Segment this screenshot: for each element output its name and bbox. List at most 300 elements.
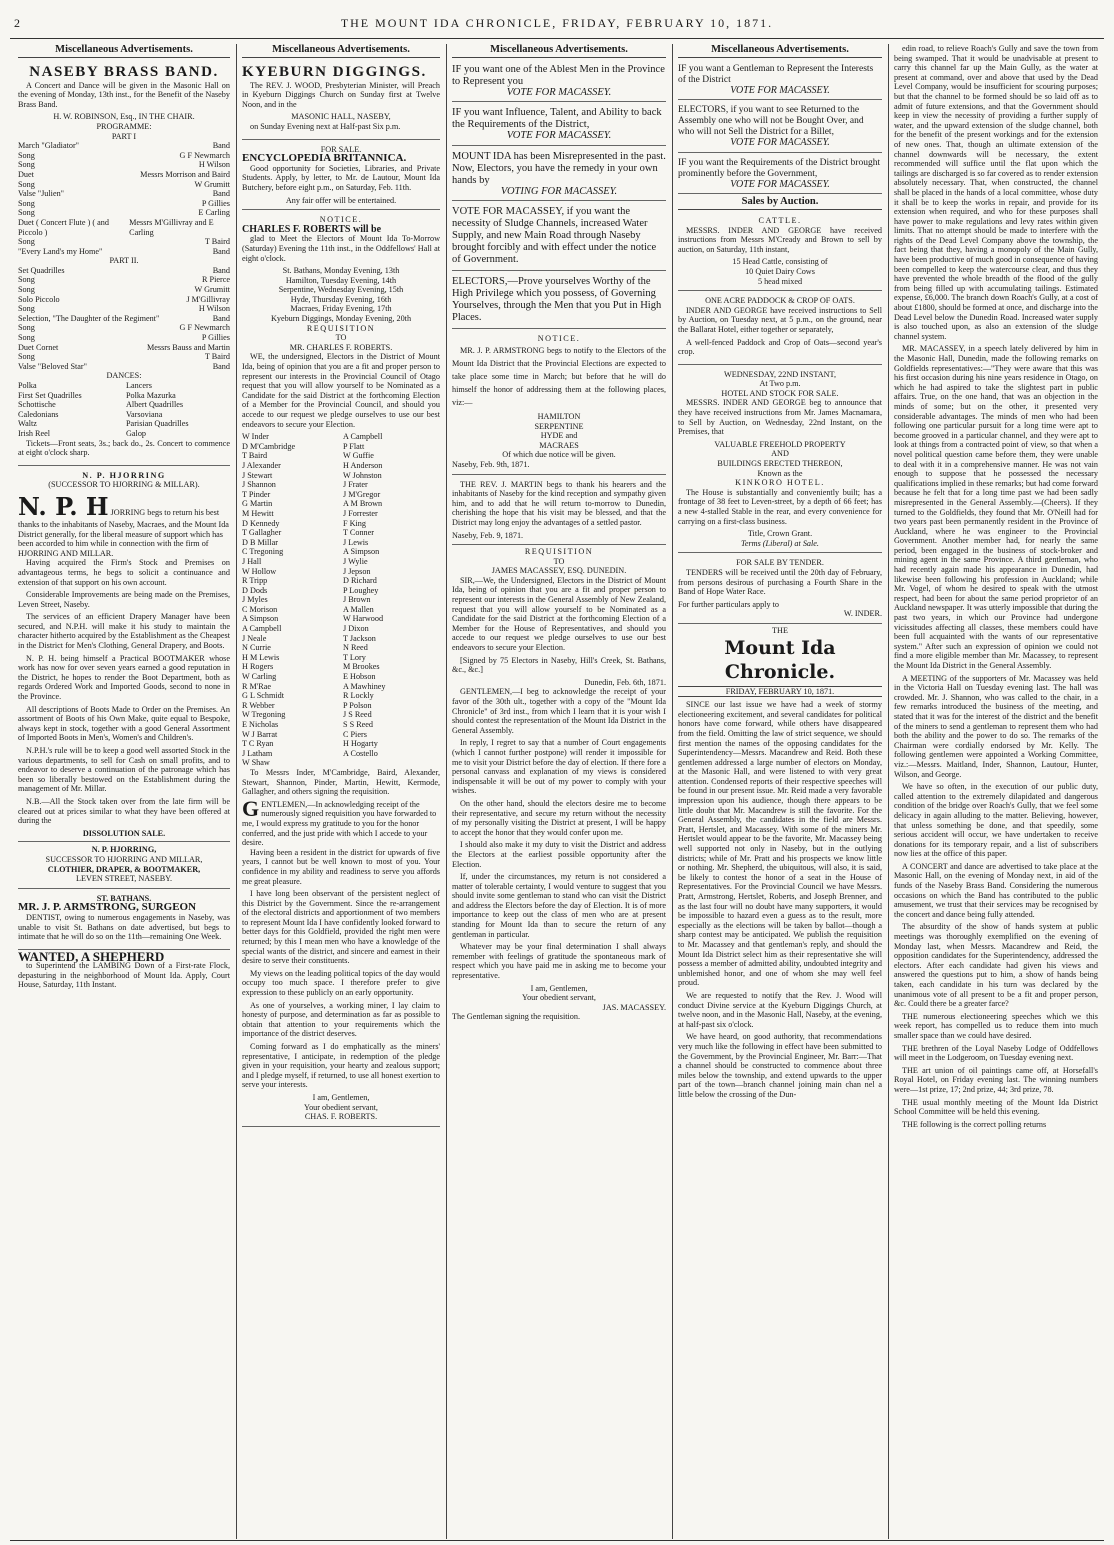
shepherd-ad [18,948,230,990]
ad-heading: NOTICE. [319,215,363,225]
signatory-name: C Piers [343,729,367,739]
macassey-ad-2 [452,104,666,146]
ad-date: Naseby, Feb. 9th, 1871. [452,459,530,469]
part-heading: PART I [111,131,137,141]
editorial-paragraph: SINCE our last issue we have had a week of stormy electioneering excitement, and several candidates for political honors have come forward, while others have disappeared from the field. Omitting the law of strict sequence, we should first mention the names of the opposing candidates for the Superintendency—Messrs. Macandrew and Reid. Both these gentlemen addressed a large number of electors on Monday, at the Masonic Hall, and were listened to with very great attention. Condensed reports of their respective speeches will be found in our present issue. Mr. Reid made a very favorable impression upon his audience, though there appears to be little doubt that Mr. Macandrew is still the favorite. For the General Assembly, the candidates in the field are Messrs. Pratt, Hertslet, and Macassey. With some of the miners Mr. Hertslet would appear to be the favorite, Mr. Macassey being well supported not only in Naseby, but in the outlying districts; while of Mr. Pratt and his prospects we know little or nothing. Mr. Shepherd, the ubiquitous, will also, it is said, be likely to contest the honor of a seat in the House of Representatives. For the Provincial Council we have Messrs. Pratt, Armstrong, Hertslet, Roberts, and Joseph Brenner, and as the last four will no doubt have many supporters, it would be impossible to hazard even a guess as to the result, more especially as the elections will be taken by ballot—though a sharp contest may be anticipated. We publish the requisition to Mr. Macassey and that gentleman's reply, and should the Mount Ida District select him as their representative she will possess a member of admitted ability, undoubted integrity and unblemished honor, and one of whom she may well feel proud. [678,700,882,988]
programme-performer: Band [212,361,230,371]
signatory-name: C Tregoning [242,547,284,557]
signatory-name: T Baird [242,451,268,461]
ad-title: WANTED, A SHEPHERD [18,948,165,964]
editorial-paragraphs [678,700,882,1099]
terms-line: Terms (Liberal) at Sale. [741,538,819,548]
cattle-item: 5 head mixed [757,276,803,286]
roberts-ad [242,212,440,1127]
signatory-name: D Dods [242,585,268,595]
programme-part-1 [18,141,230,256]
programme-item: Song [18,179,35,189]
place-item: HYDE and [540,431,578,441]
reply-paragraph: Coming forward as I do emphatically as the miners' representative, I anticipate, in redemption of the pledge given in your requisition, your hearty and zealous support; and I pledge myself, if returned, to use all honest exertion to serve your interests. [242,1042,440,1090]
title-line: Title, Crown Grant. [747,529,813,539]
to-line: TO [553,556,565,566]
ad-slogan: VOTE FOR MACASSEY. [730,178,830,190]
programme-part-2 [18,266,230,372]
editorial-paragraph: THE brethren of the Loyal Naseby Lodge of Oddfellows will meet in the Lodgeroom, on Tuesday evening next. [894,1043,1098,1063]
paddock-ad [678,293,882,365]
ad-heading: CATTLE. [758,215,802,225]
signatory-name: A Mawhiney [343,681,386,691]
ad-text: The House is substantially and conveniently built; has a frontage of 38 feet to Leven-street, by a depth of 66 feet; has a new 4-stalled Stable in the rear, and every convenience for carrying on a first-class business. [678,487,882,526]
footer-address: LEVEN STREET, NASEBY. [75,874,173,884]
column-divider [672,44,673,1539]
footer-trade: CLOTHIER, DRAPER, & BOOTMAKER, [47,864,201,874]
drop-cap: G [242,795,260,821]
editorial-paragraph: A MEETING of the supporters of Mr. Macassey was held in the Victoria Hall on Tuesday evening last. The hall was crowded. Mr. J. Shannon, who was called to the chair, in a few remarks introduced the business of the meeting, and stated that it was for the interest of the district and the benefit of the miners to send a gentleman to represent them who had both the ability and the power to do so. The remarks of the Chairman were cordially endorsed by Mr. Kelly. The following gentlemen were appointed a Working Committee, viz.:—Messrs. Maitland, Inder, Shannon, Lautour, Hunter, Wilson, and George. [894,673,1098,779]
page-number: 2 [14,16,22,30]
signatory-name: A M Brown [343,499,383,509]
ad-text: INDER AND GEORGE have received instructions to Sell by Auction, on Tuesday next, at 5 p.m., on the ground, near the Ballarat Hotel, either together or separately, [678,305,882,334]
ad-slogan: VOTING FOR MACASSEY. [500,185,618,197]
chair-line: H. W. ROBINSON, Esq., IN THE CHAIR. [53,112,195,122]
ad-text: THE REV. J. MARTIN begs to thank his hearers and the inhabitants of Naseby for the kind reception and sympathy given him, and to add that he will return to-morrow to Dunedin, cherishing the hope that his visit may be blessed, and that the District may long enjoy the advantages of a settled pastor. [452,479,666,527]
sign-off: Your obedient servant, [304,1102,378,1112]
editorial-paragraph: A CONCERT and dance are advertised to take place at the Masonic Hall, on the evening of Monday next, in aid of the funds of the Naseby Brass Band. Considering the numerous occasions on which the Band has contributed to the public amusement, we trust that their services may be recognised by the concert and dance being fully attended. [894,861,1098,919]
programme-item: Song [18,160,35,170]
programme-item: March "Gladiator" [18,141,80,151]
macassey-ad-1 [452,61,666,103]
editorial-paragraph: MR. MACASSEY, in a speech lately delivered by him in the Masonic Hall, Dunedin, made the following remarks on Goldfields representatives:—"They were aware that this was his first occasion during his nine years residence in Otago, on which he had aspired to take the slightest part in public affairs. True, on the one hand, that was an objection in the minds of some; but on the other, it presented very considerable advantages. The minds of men who had been following one particular pursuit for a long time were apt to become grooved in a particular channel, and they were apt to look at things from a contracted point of view, so that when a novel political question came before them, they were unable to deal with it in a comprehensive manner. He was not vain enough to suppose that he possessed the necessary qualifications implied in these remarks; but had come forward because he felt that for a long time past we had been sadly misrepresented in the General Assembly.—(Cheers). If they turned to the Goldfields, they found that Mr. O'Neill had for two years past been permanently resident in the Province of Auckland, where he was engineer to the Provincial Government. Another member had, for nearly the same period, been engaged in the business of stock-broker and mining agent in the same Province. A third gentleman, who had recently again made his appearance in Dunedin, had likewise been following his profession in Auckland; while Mr. Vogel, of whom he desired to speak with the utmost respect, had been for about the same period proprietor of an Auckland newspaper. It was utterly impossible that during the past two years, in which our Province had undergone vicissitudes affecting all classes, these members could have been full acquainted with the wants of our representative system." After such an expression of opinion we could not find a more eligible member than Mr. Macassey, to represent the Mount Ida District in the General Assembly. [894,344,1098,670]
requisition-text: SIR,—We, the Undersigned, Electors in the District of Mount Ida, being of opinion that you are a fit and proper person to represent our interests in the General Assembly of New Zealand, request that you will allow yourself to be Nominated as a Candidate for the said District at the forthcoming Election of a Member for the House of Representatives, and should you accede to our request we pledge ourselves to use our best endeavors to secure your Election. [452,575,666,653]
programme-item: Duet [18,169,34,179]
newspaper-title: THE MOUNT IDA CHRONICLE, FRIDAY, FEBRUARY 10, 1871. [340,16,774,30]
signatory-name: J Stewart [242,470,273,480]
issue-date: FRIDAY, FEBRUARY 10, 1871. [678,686,882,698]
ad-title: ENCYCLOPEDIA BRITANNICA. [242,152,407,165]
signed-note: [Signed by 75 Electors in Naseby, Hill's Creek, St. Bathans, &c., &c.] [452,655,666,675]
signatory-name: E Nicholas [242,720,279,729]
editorial-continued [894,44,1098,1129]
signature: CHAS. F. ROBERTS. [304,1112,378,1122]
dances-heading: DANCES: [106,371,142,381]
programme-item: Selection, "The Daughter of the Regiment" [18,313,160,323]
ad-text: IF you want Influence, Talent, and Ability to back the Requirements of the District, [452,107,662,131]
sale-time: At Two p.m. [759,379,801,389]
programme-performer: Band [212,189,230,199]
programme-performer: G F Newmarch [179,323,230,333]
hjorring-paragraphs [18,558,230,825]
programme-item: Duet ( Concert Flute ) ( and Piccolo ) [18,217,109,237]
ad-signature: W. INDER. [843,609,882,619]
reply-paragraph: Having been a resident in the district for upwards of five years, I cannot but be well known to most of you. Your confidence in my ability and readiness to serve you affords me great pleasure. [242,847,440,886]
signatories-left [242,432,339,768]
dance-item: Galop [126,428,147,438]
signatory-name: J M'Gregor [343,489,381,499]
signatory-name: C Morison [242,604,278,614]
editorial-paragraph: THE numerous electioneering speeches which we this week report, has compelled us to reduce them into much smaller space than we could have desired. [894,1011,1098,1040]
signatory-name: H Hogarty [343,739,378,749]
column-divider [236,44,237,1539]
programme-performer: P Gillies [201,333,230,343]
signatory-name: N Currie [242,643,271,653]
editorial-paragraph: We are requested to notify that the Rev. J. Wood will conduct Divine service at the Kyeburn Diggings Church, at twelve noon, and in the Masonic Hall, Naseby, at the evening, at half-past six o'clock. [678,990,882,1029]
programme-item: Song [18,352,35,362]
signatory-name: T Jackson [343,633,376,643]
cattle-item: 15 Head Cattle, consisting of [732,257,828,267]
ad-text: IF you want one of the Ablest Men in the Province to Represent you [452,63,665,87]
programme-heading: PROGRAMME: [96,121,152,131]
programme-performer: T Baird [204,352,230,362]
programme-performer: Band [212,141,230,151]
reply-paragraphs [452,738,666,980]
programme-performer: W Grumitt [194,285,230,295]
programme-item: Song [18,198,35,208]
armstrong-dentist-ad [18,891,230,950]
signatory-name: H M Lewis [242,652,280,662]
ad-slogan: VOTE FOR MACASSEY. [506,86,612,98]
editorial [678,626,882,1100]
programme-performer: Messrs M'Gillivray and E Carling [129,217,214,237]
signatory-name: E Hobson [343,672,376,682]
column-1 [18,44,230,1539]
signatory-name: J Lewis [343,537,369,547]
signatory-name: J Alexander [242,460,281,470]
programme-row [18,180,230,190]
dance-item: First Set Quadrilles [18,390,82,400]
column-heading: Miscellaneous Advertisements. [452,44,666,58]
ad-text: on Sunday Evening next at Half-past Six p.m. [250,121,401,131]
footer-sub: SUCCESSOR TO HJORRING AND MILLAR, [45,854,203,864]
signatory-name: A Simpson [343,547,380,557]
ad-text: Good opportunity for Societies, Libraries, and Private Students. Apply, by letter, to Mr. de Lautour, Mount Ida Butchery, before eight p.m., on Saturday, Feb. 11th. [242,163,440,192]
dance-item: Irish Reel [18,428,51,438]
hotel-name: KINKORO HOTEL. [735,478,825,488]
signatory-name: W Carling [242,672,277,682]
meeting-list [242,266,440,324]
ad-text: IF you want the Requirements of the District brought prominently before the Government, [678,157,881,179]
programme-row [18,218,230,237]
signatory-name: W Guffie [343,451,374,461]
footer-name: N. P. HJORRING, [91,845,157,855]
requisition-addressee: MR. CHARLES F. ROBERTS. [289,342,393,352]
reply-paragraph: As one of yourselves, a working miner, I lay claim to honesty of purpose, and determination as far as possible to obtain that attention to your requirements which the importance of the district deserves. [242,1000,440,1039]
ad-slogan: VOTE FOR MACASSEY. [730,84,830,96]
ad-note: For further particulars apply to [678,599,779,609]
known-line: Known as the [757,468,803,478]
signatory-name: J Latham [242,748,273,758]
ad-text: MOUNT IDA has been Misrepresented in the past. Now, Electors, you have the remedy in your own hands by [452,150,666,186]
ad-title: N. P. HJORRING [82,470,166,480]
dance-item: Varsoviana [126,409,163,419]
requisition-text: WE, the undersigned, Electors in the District of Mount Ida, being of opinion that you are a fit and proper person to represent our interests in the Provincial Council of Otago request that you will allow yourself to be Nominated as a Candidate for the said District at the forthcoming Election of a Member for the Provincial Council, and should you accede to our request we pledge ourselves to use our best endeavors to secure your Election. [242,352,440,429]
editorial-paragraph: We have heard, on good authority, that recommendations very much like the following in effect have been submitted to the Government, by the Provincial Engineer, Mr. Barr:—That a channel should be constructed to commence about three miles below the township, and extend upwards to the upper part of the town—branch channel joining main chan nel a little below the crossing of the Dun- [678,1032,882,1099]
paper-nameplate: Mount Ida Chronicle. [724,636,836,683]
signatory-name: A Simpson [242,614,279,624]
ad-heading: NOTICE. [537,334,581,344]
dissolution-sale: DISSOLUTION SALE. [82,828,166,838]
column-3 [452,44,666,1539]
reply-text: ENTLEMEN,—In acknowledging receipt of the numerously signed requisition you have forwarded to me, I would express my gratitude to you for the honor conferred, and the just pride with which I accede to your desire. [242,799,437,848]
dance-item: Caledonians [18,409,59,419]
signatory-name: W J Barrat [242,729,278,739]
programme-performer: Messrs Bauss and Martin [146,342,230,352]
signatory-name: G L Schmidt [242,691,284,701]
signatory-name: T Conner [343,528,375,538]
signatory-name: J Shannon [242,480,276,490]
signatory-name: M Brookes [343,662,380,672]
places-list [452,412,666,450]
signatory-name: A Costello [343,748,378,758]
signatory-name: P Polson [343,700,372,710]
ad-text: MR. J. P. ARMSTRONG begs to notify to the Electors of the Mount Ida District that the Provincial Elections are expected to take place some time in March; but before that he will do himself the honor of addressing them at the following places, viz:— [452,345,666,407]
place-item: MACRAES [539,440,579,450]
dances-right [126,381,230,439]
programme-item: Song [18,150,35,160]
reply-paragraphs [242,848,440,1090]
requisition-addressee: JAMES MACASSEY, ESQ. DUNEDIN. [491,566,627,576]
electors-ad [452,273,666,329]
ad-slogan: VOTE FOR MACASSEY. [506,130,612,142]
programme-performer: Band [212,313,230,323]
programme-row [18,208,230,218]
hjorring-ad [18,468,230,889]
programme-performer: Band [212,246,230,256]
signatory-name: J Frater [343,480,368,490]
signatory-name: J Jepson [343,566,371,576]
ad-title: KYEBURN DIGGINGS. [242,63,427,80]
dance-item: Waltz [18,419,37,429]
and-line: AND [771,449,789,459]
editorial-paragraph: edin road, to relieve Roach's Gully and save the town from being swamped. That it would be unadvisable at present to carry this channel far up the Main Gully, as the water at present at command, over and above that used by the Dead Level Company, would be insufficient for scouring purposes; but that the channel to be formed should be so laid off as to admit of future extensions, and that the Government should keep in view the necessity of providing a further supply of water, and the upward extension of the sludge channel, both for the benefit of the present workings and for the extension of new ones. That, though an ultimate extension of the channel downwards will be necessary, the extent recommended will suffice until the flat upon which the tailings are discharged is so far covered as to render extension absolutely necessary. That, when constructed, the channel shall be placed in the hands of a local committee, whose duty it shall be to keep the works in repair, and provide for its extension when required, and who for these purposes shall have power to make regulations and levy rates within given limits. That no attempt should be made to interfere with the rights of the Dead Level Company above the township, the fact being that they, having a monopoly of the Main Gully, have been productive of much good in consequence of having been compelled to keep the watercourse clear, and thus they have prevented the whole breadth of the flood of the gully from being filled up with accumulating tailings. Estimated expense, £6,000. The branch down Roach's Gully, at a cost of about £1800, should be formed at once, and discharge into the Dead Level below the Dunedin Road. Increased water supply is also touched upon, as also an extension of the sludge channel system. [894,44,1098,341]
footer-rule [10,1540,1104,1541]
programme-performer: Messrs Morrison and Baird [140,169,230,179]
ad-heading: FOR SALE BY TENDER. [736,558,824,568]
programme-performer: P Gillies [201,198,230,208]
editorial-paragraph: THE art union of oil paintings came off, at Horsefall's Royal Hotel, on Friday evening last. The winning numbers were—1st prize, 17; 2nd prize, 44; 3rd prize, 78. [894,1065,1098,1094]
signatory-name: W Inder [242,432,269,442]
sign-off: Your obedient servant, [522,993,596,1003]
column-divider [888,44,889,1539]
ad-text: MESSRS. INDER AND GEORGE beg to announce that they have received instructions from Mr. James Macnamara, to Sell by Auction, on Wednesday, 22nd Instant, on the Premises, that [678,398,882,437]
ad-text: ELECTORS,—Prove yourselves Worthy of the High Privilege which you possess, of Governing Yourselves, through the Men that you Put in High Places. [452,276,662,324]
column-divider [446,44,447,1539]
requisition-heading: REQUISITION [524,547,594,557]
signatory-name: D Richard [343,576,377,586]
signatory-name: J Myles [242,595,268,605]
reply-paragraph: If, under the circumstances, my return is not considered a matter of tolerable certainty, I would venture to suggest that you should invite some gentleman to stand who can visit the District and address the Electors before the day of Election. It is of more importance to keep out the class of men who are at present standing for Mount Ida than to secure the return of any gentleman in particular. [452,872,666,939]
dance-item: Polka Mazurka [126,390,176,400]
programme-row [18,362,230,372]
reply-date: Dunedin, Feb. 6th, 1871. [584,677,666,687]
signatory-name: T Pinder [242,489,271,499]
property-line: VALUABLE FREEHOLD PROPERTY [714,439,846,449]
header-rule [10,38,1104,39]
programme-performer: G F Newmarch [179,150,230,160]
ad-text: ELECTORS, if you want to see Returned to the Assembly one who will not be Bought Over, and who will not Sell the District for a Billet, [678,105,864,138]
signatory-name: D Kennedy [242,518,280,528]
masthead [0,14,1114,38]
signatory-name: J Forrester [343,508,378,518]
ad-paragraph: N. P. H. being himself a Practical BOOTMAKER whose work has now for over seven years earned a good reputation in the District, he hopes to render the Boot Department, both as regards Ordered Work and Imported Goods, second to none in the Province. [18,653,230,702]
dances-left [18,381,122,439]
ad-text: IF you want a Gentleman to Represent the Interests of the District [678,63,874,85]
drop-cap: N. P. H [18,491,109,521]
kyeburn-ad [242,61,440,140]
meeting-item: Kyeburn Diggings, Monday Evening, 20th [270,314,412,324]
signatory-name: S S Reed [343,720,374,729]
sale-date: WEDNESDAY, 22ND INSTANT, [724,369,836,379]
ad-paragraph: Having acquired the Firm's Stock and Premises on advantageous terms, he begs to solicit a continuance and extension of that support on his own account. [18,558,230,587]
programme-performer: R Pierce [202,275,230,285]
martin-ad [452,477,666,546]
macassey-ad-5 [678,61,882,101]
signatory-name: T Gallagher [242,528,282,538]
column-heading: Miscellaneous Advertisements. [18,44,230,58]
programme-row [18,333,230,343]
cattle-item: 10 Quiet Dairy Cows [745,266,815,276]
signatory-name: F King [343,518,366,528]
ad-paragraph: N.P.H.'s rule will be to keep a good well assorted Stock in the various departments, to sell for Cash on small profits, and to endeavor to deserve a continuation of the patronage which has been so liberally bestowed on the Establishment during the management of Mr. Millar. [18,746,230,794]
signatory-name: W Johnston [343,470,382,480]
reply-paragraph: Whatever may be your final determination I shall always remember with feelings of gratitude the spontaneous mark of respect which you have paid me in asking me to become your representative. [452,942,666,981]
signatory-name: J Wylie [343,556,368,566]
meeting-item: Serpentine, Wednesday Evening, 15th [278,285,404,295]
programme-item: Song [18,275,35,285]
ad-text: VOTE FOR MACASSEY, if you want the necessity of Sludge Channels, increased Water Supply, and new Main Road through Naseby brought forcibly and with effect under the notice of Government. [452,206,657,266]
signatory-name: D B Millar [242,537,278,547]
reply-text: GENTLEMEN,—I beg to acknowledge the receipt of your favor of the 30th ult., together with a copy of the "Mount Ida Chronicle" of 3rd inst., from which I learn that it is your wish I should contest the representation of the Mount Ida District in the General Assembly. [452,687,666,735]
signatory-name: R Tripp [242,576,268,586]
programme-row [18,314,230,324]
ad-heading: ONE ACRE PADDOCK & CROP OF OATS. [705,296,855,306]
ad-text: MESSRS. INDER AND GEORGE have received instructions from Messrs M'Cready and Brown to sell by auction, on Saturday, 11th instant, [678,225,882,254]
signature: JAS. MACASSEY. [602,1002,666,1012]
editorial-paragraph: We have so often, in the execution of our public duty, called attention to the extremely dilapidated and dangerous condition of the bridge over Roach's Gully, that we feel some delicacy in again alluding to the matter. Believing, however, that unless something be done, and that speedily, some serious accident will occur, we have undertaken to receive donations for its temporary repair, and a list of subscribers now lies at the office of this paper. [894,782,1098,859]
programme-performer: J M'Gillivray [186,294,230,304]
dance-item: Polka [18,381,37,390]
dance-item: Parisian Quadrilles [126,419,189,429]
signatory-name: W Harwood [343,614,384,624]
meeting-item: Hamilton, Tuesday Evening, 14th [285,275,397,285]
programme-row [18,323,230,333]
reply-addressees: To Messrs Inder, M'Cambridge, Baird, Alexander, Stewart, Shannon, Pinder, Martin, Hewitt, Kermode, Gallagher, and others signing the requisition. [242,767,440,797]
part-heading: PART II. [109,256,139,266]
programme-row [18,266,230,276]
reply-paragraph: I have long been observant of the persistent neglect of this District by the Government. Since the re-arrangement of the electoral districts and apportionment of two members to represent Mount Ida I have confidently looked forward to better days for this Goldfield, provided the right men were returned; by this I mean men who have a knowledge of the special wants of the district, and sincere and earnest in their desire to serve their constituents. [242,889,440,966]
macassey-ad-3 [452,148,666,202]
signatory-name: R M'Rae [242,681,271,691]
signatory-name: T C Ryan [242,739,274,749]
programme-row [18,352,230,362]
ad-date: Naseby, Feb. 9, 1871. [452,530,524,540]
ad-text: TENDERS will be received until the 20th day of February, from persons desirous of purchasing a Fourth Share in the Band of Hope Water Race. [678,567,882,597]
programme-item: Song [18,208,35,218]
programme-row [18,170,230,180]
ad-subtitle: (SUCCESSOR TO HJORRING & MILLAR). [48,480,200,490]
programme-item: Duet Cornet [18,342,59,352]
reply-paragraph: My views on the leading political topics of the day would occupy too much space. I therefore prefer to give expression to these publicly on an early opportunity. [242,968,440,998]
ad-text: JORRING begs to return his best thanks to the inhabitants of Naseby, Macraes, and the Mount Ida District generally, for the liberal measure of support which has been accorded to him while in connection with the firm of HJORRING AND MILLAR. [18,507,229,558]
programme-performer: E Carling [198,208,230,218]
ad-slogan: VOTE FOR MACASSEY. [730,137,830,149]
programme-item: Song [18,237,35,247]
programme-performer: H Wilson [198,304,230,314]
signatory-name: N Reed [343,643,368,653]
brass-band-ad [18,61,230,466]
ad-venue: MASONIC HALL, NASEBY, [291,112,391,122]
ad-text: A Concert and Dance will be given in the Masonic Hall on the evening of Monday, 13th inst., for the Benefit of the Naseby Brass Band. [18,80,230,109]
programme-item: Solo Piccolo [18,294,60,304]
ad-title: NASEBY BRASS BAND. [29,63,219,80]
signatory-name: J Dixon [343,624,369,634]
editorial-paragraph: THE usual monthly meeting of the Mount Ida District School Committee will be held this evening. [894,1097,1098,1117]
signatory-name: J Hall [242,556,262,566]
reply-paragraph: On the other hand, should the electors desire me to become their representative, and secure my return without the necessity of my personally visiting the District at present, I will be happy to accept the honor that they would confer upon me. [452,798,666,837]
place-item: SERPENTINE [534,421,584,431]
ad-text: glad to Meet the Electors of Mount Ida To-Morrow (Saturday) Evening the 11th inst., in the Oddfellows' Hall at eight o'clock. [242,234,440,263]
programme-row [18,295,230,305]
dance-item: Lancers [126,381,152,390]
programme-performer: H Wilson [198,160,230,170]
armstrong-notice [452,331,666,474]
signatory-name: G Martin [242,499,273,509]
column-5 [894,44,1098,1539]
macassey-ad-7 [678,155,882,195]
dance-item: Albert Quadrilles [126,400,184,410]
signatory-name: J S Reed [343,710,372,720]
meeting-item: Macraes, Friday Evening, 17th [290,304,392,314]
programme-item: Valse "Beloved Star" [18,361,87,371]
reply-paragraph: I should also make it my duty to visit the District and address the Electors at the earliest possible opportunity after the Election. [452,840,666,869]
ad-title: CHARLES F. ROBERTS will be [242,223,382,235]
ad-paragraph: N.B.—All the Stock taken over from the late firm will be cleared out at prices similar to what they have been offered at during the [18,796,230,826]
sign-off: I am, Gentlemen, [312,1092,370,1102]
programme-row [18,160,230,170]
programme-item: "Every Land's my Home" [18,246,103,256]
column-4 [678,44,882,1539]
tickets-text: Tickets—Front seats, 3s.; back do., 2s. Concert to commence at eight o'clock sharp. [18,438,230,458]
macassey-requisition [452,547,666,1022]
cattle-ad [678,213,882,291]
sign-note: The Gentleman signing the requisition. [452,1012,581,1022]
programme-row [18,189,230,199]
programme-performer: T Baird [204,237,230,247]
signatory-name: A Campbell [343,432,383,442]
cattle-items [678,257,882,286]
programme-row [18,304,230,314]
signatory-name: W Shaw [242,758,270,768]
to-line: TO [335,333,347,343]
signatory-name: P Flatt [343,441,365,451]
signatory-name: A Mallen [343,604,374,614]
encyclopedia-ad [242,142,440,211]
signatory-name: M Hewitt [242,508,274,518]
programme-row [18,247,230,257]
ad-text: DENTIST, owing to numerous engagements in Naseby, was unable to visit St. Bathans on date advertised, but begs to intimate that he will do so on the 11th—remaining One Week. [18,912,230,942]
programme-item: Song [18,285,35,295]
programme-row [18,343,230,353]
programme-item: Song [18,333,35,343]
ad-location: ST. BATHANS. [96,893,152,903]
programme-row [18,141,230,151]
ad-paragraph: Considerable Improvements are being made on the Premises, Leven Street, Naseby. [18,590,230,609]
ad-paragraph: All descriptions of Boots Made to Order on the Premises. An assortment of Boots of his Own Make, quite equal to Bespoke, always kept in stock, together with a good General Assortment of Imported Boots in Men's, Women's and Children's. [18,704,230,743]
ad-note: Any fair offer will be entertained. [285,195,397,205]
signatory-name: W Hollow [242,566,277,576]
meeting-item: Hyde, Thursday Evening, 16th [290,294,392,304]
dance-item: Schottische [18,400,56,410]
column-heading: Miscellaneous Advertisements. [242,44,440,58]
column-2 [242,44,440,1539]
macassey-ad-4 [452,203,666,271]
